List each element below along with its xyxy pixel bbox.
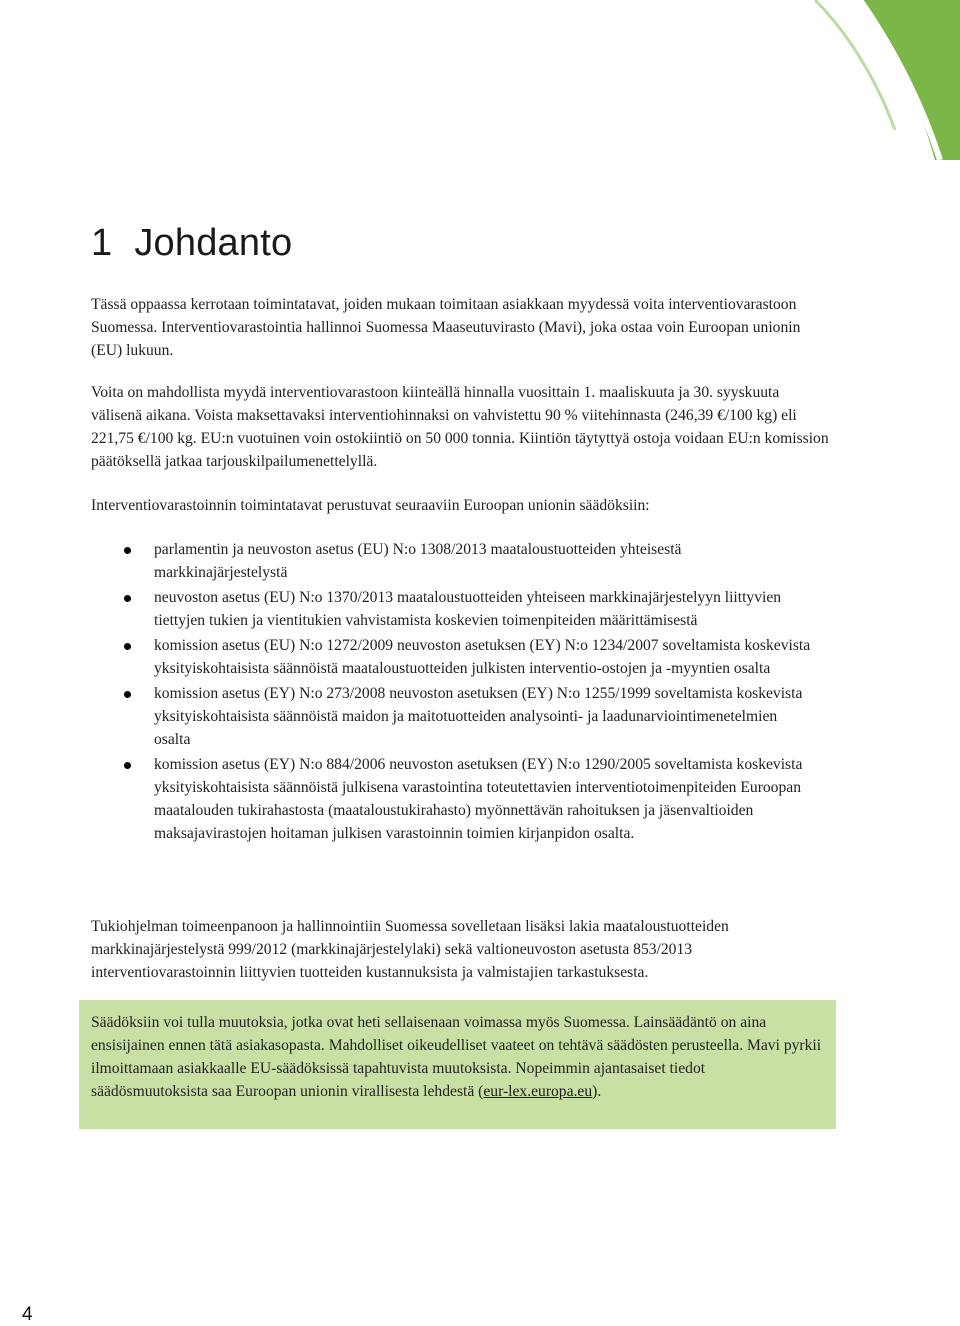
notice-text: Säädöksiin voi tulla muutoksia, jotka ovat heti sellaisenaan voimassa myös Suomessa. Lainsäädäntö on aina ensisijainen ennen tätä asiakasopasta. Mahdolliset oikeudelliset vaateet on tehtävä säädösten perusteella. Mavi pyrkii ilmoittamaan asiakkaalle EU-säädöksissä tapahtuvista muutoksista. Nopeimmin ajantasaiset tiedot säädösmuutoksista saa Euroopan unionin virallisesta lehdestä (eur-lex.europa.eu).	[91, 1014, 822, 1100]
regulations-list	[91, 538, 811, 847]
list-item: parlamentin ja neuvoston asetus (EU) N:o 1308/2013 maataloustuotteiden yhteisestä markkinajärjestelystä	[91, 538, 811, 584]
green-leaf-decoration	[800, 0, 960, 160]
list-item: komission asetus (EU) N:o 1272/2009 neuvoston asetuksen (EY) N:o 1234/2007 soveltamista koskevista yksityiskohtaisista säännöistä maataloustuotteiden julkisten interventio-ostojen ja -myyntien osalta	[91, 634, 811, 680]
national-law-paragraph: Tukiohjelman toimeenpanoon ja hallinnointiin Suomessa sovelletaan lisäksi lakia maataloustuotteiden markkinajärjestelystä 999/2012 (markkinajärjestelylaki) sekä valtioneuvoston asetusta 853/2013 interventiovarastoinnin liittyvien tuotteiden kustannuksista ja valmistajien tarkastuksesta.	[91, 918, 729, 981]
bullet-icon	[124, 595, 131, 602]
eur-lex-link[interactable]: eur-lex.europa.eu	[483, 1083, 593, 1100]
pricing-paragraph: Voita on mahdollista myydä interventiovarastoon kiinteällä hinnalla vuosittain 1. maaliskuuta ja 30. syyskuuta välisenä aikana. Voista maksettavaksi interventiohinnaksi on vahvistettu 90 % viitehinnasta (246,39 €/100 kg) eli 221,75 €/100 kg. EU:n vuotuinen voin ostokiintiö on 50 000 tonnia. Kiintiön täytyttyä ostoja voidaan EU:n komission päätöksellä jatkaa tarjouskilpailumenettelyllä.	[91, 384, 829, 470]
page-title	[91, 222, 292, 265]
page-number: 4	[22, 1304, 33, 1325]
bullet-icon	[124, 691, 131, 698]
bullet-icon	[124, 762, 131, 769]
bullet-icon	[124, 547, 131, 554]
regulations-intro-paragraph: Interventiovarastoinnin toimintatavat perustuvat seuraaviin Euroopan unionin säädöksiin:	[91, 497, 650, 514]
notice-box	[79, 1000, 836, 1129]
section-title: Johdanto	[134, 222, 293, 264]
list-item: komission asetus (EY) N:o 273/2008 neuvoston asetuksen (EY) N:o 1255/1999 soveltamista koskevista yksityiskohtaisista säännöistä maidon ja maitotuotteiden analysointi- ja laadunarviointimenetelmien osalta	[91, 682, 811, 751]
section-number: 1	[91, 222, 113, 264]
list-item: neuvoston asetus (EU) N:o 1370/2013 maataloustuotteiden yhteiseen markkinajärjestelyyn liittyvien tiettyjen tukien ja vientitukien vahvistamista koskevien toimenpiteiden määrittämisestä	[91, 586, 811, 632]
intro-paragraph: Tässä oppaassa kerrotaan toimintatavat, joiden mukaan toimitaan asiakkaan myydessä voita interventiovarastoon Suomessa. Interventiovarastointia hallinnoi Suomessa Maaseutuvirasto (Mavi), joka ostaa voin Euroopan unionin (EU) lukuun.	[91, 296, 801, 359]
bullet-icon	[124, 643, 131, 650]
list-item: komission asetus (EY) N:o 884/2006 neuvoston asetuksen (EY) N:o 1290/2005 soveltamista koskevista yksityiskohtaisista säännöistä julkisena varastointina toteutettavien interventiotoimenpiteiden Euroopan maatalouden tukirahastosta (maataloustukirahasto) myönnettävän rahoituksen ja jäsenvaltioiden maksajavirastojen hoitaman julkisen varastoinnin toimien kirjanpidon osalta.	[91, 753, 811, 845]
